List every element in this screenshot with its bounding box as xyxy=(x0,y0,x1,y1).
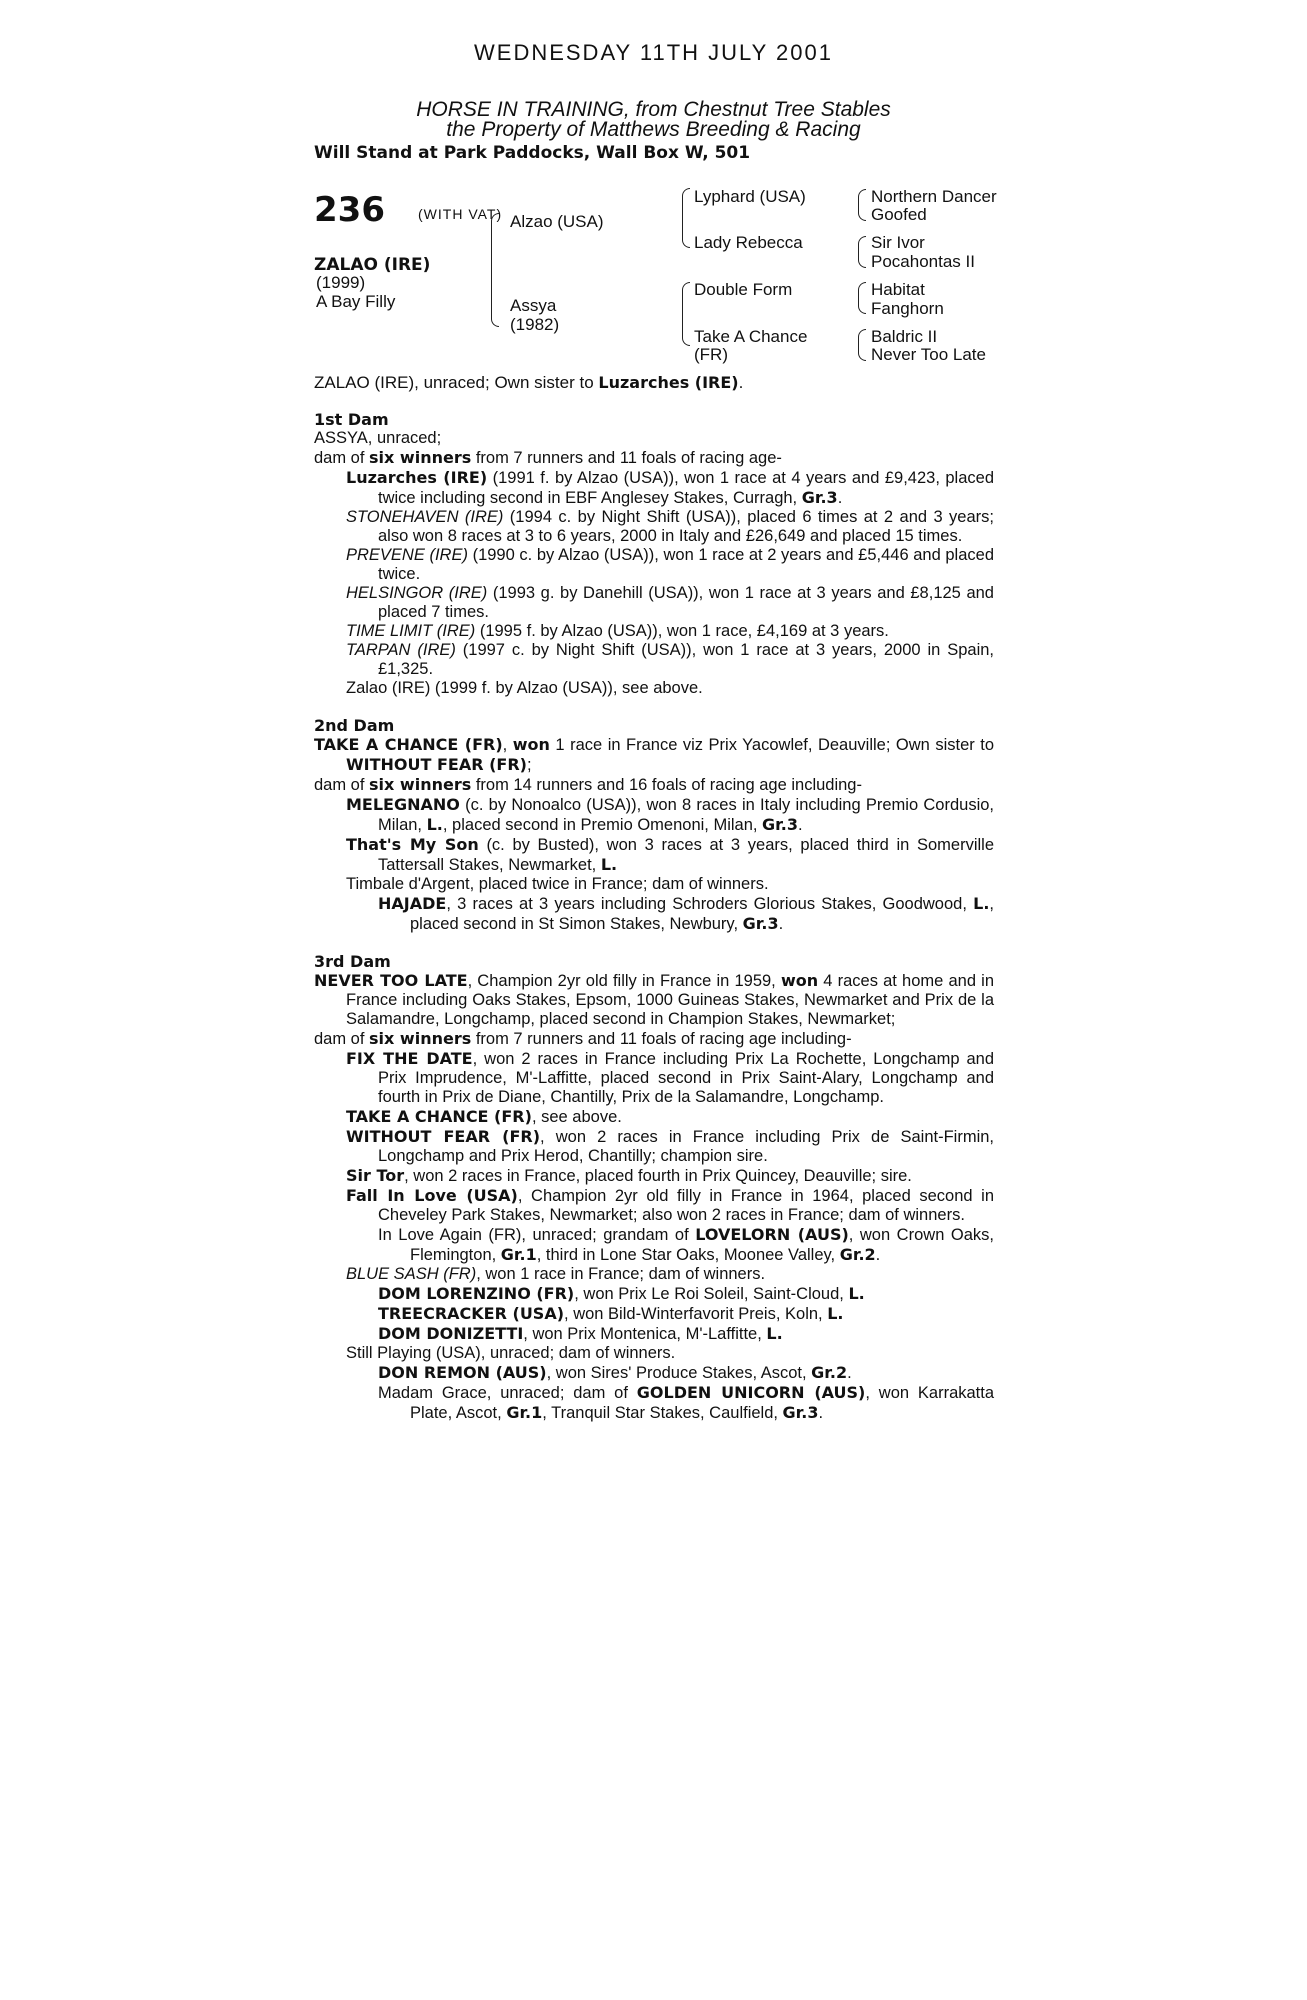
vat-label: (WITH VAT) xyxy=(418,206,503,222)
pedigree-sire: Alzao (USA) xyxy=(510,212,604,231)
produce-entry: Sir Tor, won 2 races in France, placed fourth in Prix Quincey, Deauville; sire. xyxy=(346,1166,912,1185)
produce-entry: TIME LIMIT (IRE) (1995 f. by Alzao (USA)), won 1 race, £4,169 at 3 years. xyxy=(346,622,889,640)
header-line-2: the Property of Matthews Breeding & Racing xyxy=(446,118,861,141)
pedigree-sdd: Pocahontas II xyxy=(871,252,975,271)
produce-entry: PREVENE (IRE) (1990 c. by Alzao (USA)), won 1 race at 2 years and £5,446 and placed twice. xyxy=(346,546,994,583)
second-dam-heading: 2nd Dam xyxy=(314,716,395,735)
summary-line: ZALAO (IRE), unraced; Own sister to Luzarches (IRE). xyxy=(314,373,744,392)
sire-dam-brace xyxy=(491,213,499,327)
stand-location: Will Stand at Park Paddocks, Wall Box W, 501 xyxy=(314,143,751,163)
produce-entry: TREECRACKER (USA), won Bild-Winterfavorit Preis, Koln, L. xyxy=(378,1304,844,1323)
second-dam-produce-summary: dam of six winners from 14 runners and 16 foals of racing age including- xyxy=(314,775,862,794)
pedigree-dam-year: (1982) xyxy=(510,315,560,334)
third-dam-produce-summary: dam of six winners from 7 runners and 11 foals of racing age including- xyxy=(314,1029,852,1048)
header-line-1: HORSE IN TRAINING, from Chestnut Tree Stables xyxy=(416,98,891,121)
produce-entry: TAKE A CHANCE (FR), see above. xyxy=(346,1107,622,1126)
produce-entry: HAJADE, 3 races at 3 years including Schroders Glorious Stakes, Goodwood, L., placed second in St Simon Stakes, Newbury, Gr.3. xyxy=(378,894,994,933)
page-date: WEDNESDAY 11TH JULY 2001 xyxy=(474,40,833,65)
brace-2 xyxy=(858,236,866,268)
horse-year: (1999) xyxy=(316,273,366,292)
pedigree-ssd: Goofed xyxy=(871,205,927,224)
first-dam-produce-summary: dam of six winners from 7 runners and 11 foals of racing age- xyxy=(314,448,782,467)
produce-entry: Still Playing (USA), unraced; dam of winners. xyxy=(346,1344,676,1362)
produce-entry: MELEGNANO (c. by Nonoalco (USA)), won 8 races in Italy including Premio Cordusio, Milan, L., placed second in Premio Omenoni, Milan, Gr.3. xyxy=(346,795,994,834)
dam-line-brace xyxy=(682,282,690,346)
produce-entry: DOM DONIZETTI, won Prix Montenica, M'-Laffitte, L. xyxy=(378,1324,783,1343)
produce-entry: Luzarches (IRE) (1991 f. by Alzao (USA)), won 1 race at 4 years and £9,423, placed twice including second in EBF Anglesey Stakes, Curragh, Gr.3. xyxy=(346,468,995,507)
first-dam-line: ASSYA, unraced; xyxy=(314,429,442,447)
pedigree-dam: Assya xyxy=(510,296,557,315)
produce-entry: TARPAN (IRE) (1997 c. by Night Shift (USA)), won 1 race at 3 years, 2000 in Spain, £1,325. xyxy=(346,641,995,678)
horse-name: ZALAO (IRE) xyxy=(314,255,431,275)
produce-entry: Madam Grace, unraced; dam of GOLDEN UNICORN (AUS), won Karrakatta Plate, Ascot, Gr.1, Tranquil Star Stakes, Caulfield, Gr.3. xyxy=(378,1383,995,1422)
pedigree-dam-sire: Double Form xyxy=(694,280,793,299)
pedigree-sss: Northern Dancer xyxy=(871,187,997,206)
second-dam-line: TAKE A CHANCE (FR), won 1 race in France viz Prix Yacowlef, Deauville; Own sister to WITHOUT FEAR (FR); xyxy=(314,735,995,774)
produce-entry: DON REMON (AUS), won Sires' Produce Stakes, Ascot, Gr.2. xyxy=(378,1363,852,1382)
produce-entry: BLUE SASH (FR), won 1 race in France; dam of winners. xyxy=(346,1265,766,1283)
pedigree-dam-dam-country: (FR) xyxy=(694,345,728,364)
produce-entry: HELSINGOR (IRE) (1993 g. by Danehill (USA)), won 1 race at 3 years and £8,125 and placed 7 times. xyxy=(346,584,994,621)
produce-entry: Timbale d'Argent, placed twice in France; dam of winners. xyxy=(346,875,769,893)
pedigree-sire-dam: Lady Rebecca xyxy=(694,233,803,252)
third-dam-heading: 3rd Dam xyxy=(314,952,391,971)
sire-line-brace xyxy=(682,188,690,248)
pedigree-sire-sire: Lyphard (USA) xyxy=(694,187,806,206)
first-dam-heading: 1st Dam xyxy=(314,410,389,429)
produce-entry: STONEHAVEN (IRE) (1994 c. by Night Shift (USA)), placed 6 times at 2 and 3 years; also won 8 races at 3 to 6 years, 2000 in Italy and £26,649 and placed 15 times. xyxy=(346,508,994,545)
produce-entry: Zalao (IRE) (1999 f. by Alzao (USA)), see above. xyxy=(346,679,703,697)
pedigree-sds: Sir Ivor xyxy=(871,233,925,252)
produce-entry: FIX THE DATE, won 2 races in France including Prix La Rochette, Longchamp and Prix Imprudence, M'-Laffitte, placed second in Prix Saint-Alary, Longchamp and fourth in Prix de Diane, Chantilly, Prix de la Salamandre, Longchamp. xyxy=(346,1049,994,1106)
pedigree-dds: Baldric II xyxy=(871,327,938,346)
produce-entry: WITHOUT FEAR (FR), won 2 races in France including Prix de Saint-Firmin, Longchamp and Prix Herod, Chantilly; champion sire. xyxy=(346,1127,994,1165)
pedigree-dss: Habitat xyxy=(871,280,925,299)
brace-1 xyxy=(858,189,866,221)
catalogue-body xyxy=(314,392,994,1423)
pedigree-ddd: Never Too Late xyxy=(871,345,986,364)
pedigree-dam-dam: Take A Chance xyxy=(694,327,808,346)
produce-entry: That's My Son (c. by Busted), won 3 races at 3 years, placed third in Somerville Tattersall Stakes, Newmarket, L. xyxy=(346,835,995,874)
pedigree-dsd: Fanghorn xyxy=(871,299,944,318)
brace-4 xyxy=(858,329,866,361)
third-dam-line: NEVER TOO LATE, Champion 2yr old filly in France in 1959, won 4 races at home and in France including Oaks Stakes, Epsom, 1000 Guineas Stakes, Newmarket and Prix de la Salamandre, Longchamp, placed second in Champion Stakes, Newmarket; xyxy=(314,971,995,1028)
horse-description: A Bay Filly xyxy=(316,292,396,311)
produce-entry: Fall In Love (USA), Champion 2yr old filly in France in 1964, placed second in Cheveley Park Stakes, Newmarket; also won 2 races in France; dam of winners. xyxy=(346,1186,994,1224)
produce-entry: In Love Again (FR), unraced; grandam of LOVELORN (AUS), won Crown Oaks, Flemington, Gr.1, third in Lone Star Oaks, Moonee Valley, Gr.2. xyxy=(378,1225,994,1264)
lot-number: 236 xyxy=(314,190,385,230)
produce-entry: DOM LORENZINO (FR), won Prix Le Roi Soleil, Saint-Cloud, L. xyxy=(378,1284,865,1303)
brace-3 xyxy=(858,282,866,314)
